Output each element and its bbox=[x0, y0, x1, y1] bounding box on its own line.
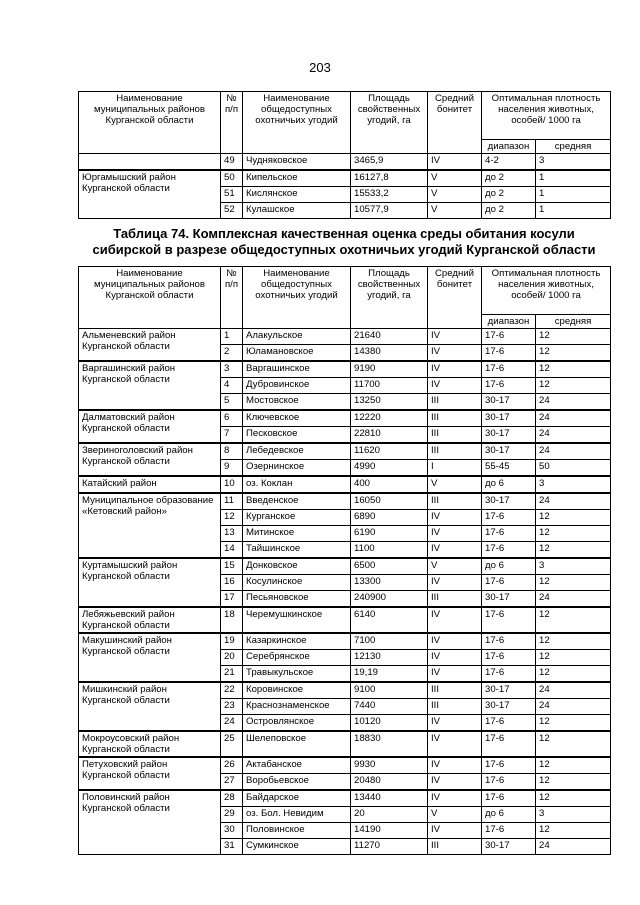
ground-name-cell: Чудняковское bbox=[243, 154, 351, 171]
avg-cell: 24 bbox=[536, 839, 611, 855]
range-cell: 30-17 bbox=[482, 682, 536, 699]
bonitet-cell: IV bbox=[428, 823, 482, 839]
avg-cell: 24 bbox=[536, 394, 611, 411]
avg-cell: 12 bbox=[536, 575, 611, 591]
area-cell: 9100 bbox=[351, 682, 428, 699]
header-district: Наименование муниципальных районов Курганской области bbox=[79, 92, 221, 154]
area-cell: 4990 bbox=[351, 460, 428, 477]
table-row bbox=[79, 361, 611, 378]
district-cell: Макушинский район Курганской области bbox=[79, 633, 221, 682]
avg-cell: 12 bbox=[536, 526, 611, 542]
bonitet-cell: IV bbox=[428, 715, 482, 732]
area-cell: 13440 bbox=[351, 790, 428, 807]
range-cell: до 6 bbox=[482, 476, 536, 493]
ground-name-cell: Кипельское bbox=[243, 170, 351, 187]
area-cell: 9190 bbox=[351, 361, 428, 378]
area-cell: 11270 bbox=[351, 839, 428, 855]
district-cell: Катайский район bbox=[79, 476, 221, 493]
bonitet-cell: IV bbox=[428, 345, 482, 362]
ground-name-cell: Юламановское bbox=[243, 345, 351, 362]
ground-name-cell: Мостовское bbox=[243, 394, 351, 411]
area-cell: 18830 bbox=[351, 731, 428, 757]
ground-name-cell: Донковское bbox=[243, 558, 351, 575]
area-cell: 22810 bbox=[351, 427, 428, 444]
roe-deer-habitat-table bbox=[78, 266, 611, 855]
bonitet-cell: V bbox=[428, 476, 482, 493]
range-cell: 30-17 bbox=[482, 591, 536, 608]
area-cell: 15533,2 bbox=[351, 187, 428, 203]
ground-name-cell: Митинское bbox=[243, 526, 351, 542]
range-cell: 17-6 bbox=[482, 378, 536, 394]
area-cell: 20480 bbox=[351, 774, 428, 791]
table-row bbox=[79, 790, 611, 807]
district-cell: Мокроусовский район Курганской области bbox=[79, 731, 221, 757]
range-cell: 17-6 bbox=[482, 575, 536, 591]
area-cell: 16050 bbox=[351, 493, 428, 510]
area-cell: 6890 bbox=[351, 510, 428, 526]
avg-cell: 12 bbox=[536, 361, 611, 378]
district-cell: Альменевский район Курганской области bbox=[79, 329, 221, 362]
header-ground: Наименование общедоступных охотничьих угодий bbox=[243, 267, 351, 329]
district-cell: Юргамышский район Курганской области bbox=[79, 170, 221, 219]
ground-name-cell: Песьяновское bbox=[243, 591, 351, 608]
header-num: № п/п bbox=[221, 267, 243, 329]
range-cell: 17-6 bbox=[482, 731, 536, 757]
bonitet-cell: IV bbox=[428, 575, 482, 591]
area-cell: 19,19 bbox=[351, 666, 428, 683]
avg-cell: 3 bbox=[536, 154, 611, 171]
header-bonitet: Средний бонитет bbox=[428, 92, 482, 154]
num-cell: 50 bbox=[221, 170, 243, 187]
avg-cell: 24 bbox=[536, 682, 611, 699]
header-num: № п/п bbox=[221, 92, 243, 154]
num-cell: 25 bbox=[221, 731, 243, 757]
ground-name-cell: Островлянское bbox=[243, 715, 351, 732]
district-cell: Далматовский район Курганской области bbox=[79, 410, 221, 443]
bonitet-cell: III bbox=[428, 839, 482, 855]
table-row bbox=[79, 682, 611, 699]
range-cell: 17-6 bbox=[482, 329, 536, 345]
num-cell: 29 bbox=[221, 807, 243, 823]
area-cell: 12220 bbox=[351, 410, 428, 427]
range-cell: до 2 bbox=[482, 203, 536, 219]
ground-name-cell: Озернинское bbox=[243, 460, 351, 477]
num-cell: 27 bbox=[221, 774, 243, 791]
avg-cell: 12 bbox=[536, 510, 611, 526]
bonitet-cell: III bbox=[428, 427, 482, 444]
district-cell: Лебяжьевский район Курганской области bbox=[79, 607, 221, 633]
num-cell: 30 bbox=[221, 823, 243, 839]
num-cell: 1 bbox=[221, 329, 243, 345]
num-cell: 18 bbox=[221, 607, 243, 633]
num-cell: 15 bbox=[221, 558, 243, 575]
bonitet-cell: V bbox=[428, 203, 482, 219]
range-cell: 17-6 bbox=[482, 823, 536, 839]
range-cell: 17-6 bbox=[482, 361, 536, 378]
table-row bbox=[79, 757, 611, 774]
range-cell: 17-6 bbox=[482, 774, 536, 791]
bonitet-cell: III bbox=[428, 682, 482, 699]
num-cell: 52 bbox=[221, 203, 243, 219]
range-cell: 17-6 bbox=[482, 790, 536, 807]
num-cell: 4 bbox=[221, 378, 243, 394]
header-avg: средняя bbox=[536, 315, 611, 329]
bonitet-cell: IV bbox=[428, 666, 482, 683]
area-cell: 1100 bbox=[351, 542, 428, 559]
avg-cell: 50 bbox=[536, 460, 611, 477]
header-ground: Наименование общедоступных охотничьих угодий bbox=[243, 92, 351, 154]
avg-cell: 12 bbox=[536, 731, 611, 757]
district-cell: Варгашинский район Курганской области bbox=[79, 361, 221, 410]
bonitet-cell: V bbox=[428, 807, 482, 823]
header-area: Площадь свойственных угодий, га bbox=[351, 267, 428, 329]
avg-cell: 12 bbox=[536, 607, 611, 633]
page-number: 203 bbox=[309, 60, 331, 75]
range-cell: 17-6 bbox=[482, 666, 536, 683]
num-cell: 22 bbox=[221, 682, 243, 699]
table-row bbox=[79, 170, 611, 187]
area-cell: 13250 bbox=[351, 394, 428, 411]
ground-name-cell: Варгашинское bbox=[243, 361, 351, 378]
avg-cell: 12 bbox=[536, 790, 611, 807]
avg-cell: 24 bbox=[536, 591, 611, 608]
num-cell: 31 bbox=[221, 839, 243, 855]
num-cell: 23 bbox=[221, 699, 243, 715]
bonitet-cell: IV bbox=[428, 731, 482, 757]
avg-cell: 24 bbox=[536, 493, 611, 510]
num-cell: 49 bbox=[221, 154, 243, 171]
avg-cell: 12 bbox=[536, 757, 611, 774]
range-cell: 17-6 bbox=[482, 650, 536, 666]
bonitet-cell: V bbox=[428, 558, 482, 575]
header-bonitet: Средний бонитет bbox=[428, 267, 482, 329]
ground-name-cell: Тайшинское bbox=[243, 542, 351, 559]
avg-cell: 24 bbox=[536, 427, 611, 444]
table-row bbox=[79, 476, 611, 493]
avg-cell: 1 bbox=[536, 203, 611, 219]
ground-name-cell: Лебедевское bbox=[243, 443, 351, 460]
ground-name-cell: Курганское bbox=[243, 510, 351, 526]
range-cell: 17-6 bbox=[482, 542, 536, 559]
avg-cell: 12 bbox=[536, 823, 611, 839]
area-cell: 6140 bbox=[351, 607, 428, 633]
ground-name-cell: Актабанское bbox=[243, 757, 351, 774]
table-caption: Таблица 74. Комплексная качественная оценка среды обитания косули сибирской в разрезе общедоступных охотничьих угодий Курганской области bbox=[92, 226, 596, 257]
bonitet-cell: V bbox=[428, 170, 482, 187]
table-row bbox=[79, 443, 611, 460]
ground-name-cell: Кулашское bbox=[243, 203, 351, 219]
area-cell: 13300 bbox=[351, 575, 428, 591]
range-cell: 17-6 bbox=[482, 633, 536, 650]
bonitet-cell: III bbox=[428, 591, 482, 608]
range-cell: 17-6 bbox=[482, 526, 536, 542]
area-cell: 11700 bbox=[351, 378, 428, 394]
bonitet-cell: III bbox=[428, 410, 482, 427]
header-avg: средняя bbox=[536, 140, 611, 154]
ground-name-cell: Кислянское bbox=[243, 187, 351, 203]
ground-name-cell: Коровинское bbox=[243, 682, 351, 699]
ground-name-cell: Черемушкинское bbox=[243, 607, 351, 633]
range-cell: 17-6 bbox=[482, 607, 536, 633]
avg-cell: 12 bbox=[536, 329, 611, 345]
num-cell: 28 bbox=[221, 790, 243, 807]
area-cell: 3465,9 bbox=[351, 154, 428, 171]
area-cell: 14380 bbox=[351, 345, 428, 362]
num-cell: 2 bbox=[221, 345, 243, 362]
area-cell: 6190 bbox=[351, 526, 428, 542]
bonitet-cell: IV bbox=[428, 542, 482, 559]
area-cell: 21640 bbox=[351, 329, 428, 345]
avg-cell: 3 bbox=[536, 807, 611, 823]
num-cell: 6 bbox=[221, 410, 243, 427]
district-cell: Куртамышский район Курганской области bbox=[79, 558, 221, 607]
bonitet-cell: III bbox=[428, 394, 482, 411]
district-cell bbox=[79, 154, 221, 171]
num-cell: 8 bbox=[221, 443, 243, 460]
ground-name-cell: Воробьевское bbox=[243, 774, 351, 791]
avg-cell: 12 bbox=[536, 542, 611, 559]
district-cell: Половинский район Курганской области bbox=[79, 790, 221, 855]
bonitet-cell: IV bbox=[428, 633, 482, 650]
range-cell: 17-6 bbox=[482, 345, 536, 362]
avg-cell: 12 bbox=[536, 650, 611, 666]
bonitet-cell: III bbox=[428, 443, 482, 460]
range-cell: 17-6 bbox=[482, 715, 536, 732]
num-cell: 11 bbox=[221, 493, 243, 510]
table-row bbox=[79, 154, 611, 171]
bonitet-cell: IV bbox=[428, 154, 482, 171]
range-cell: до 2 bbox=[482, 170, 536, 187]
district-cell: Петуховский район Курганской области bbox=[79, 757, 221, 790]
header-district: Наименование муниципальных районов Курганской области bbox=[79, 267, 221, 329]
ground-name-cell: Казаркинское bbox=[243, 633, 351, 650]
bonitet-cell: IV bbox=[428, 757, 482, 774]
avg-cell: 12 bbox=[536, 345, 611, 362]
district-cell: Мишкинский район Курганской области bbox=[79, 682, 221, 731]
ground-name-cell: Травыкульское bbox=[243, 666, 351, 683]
avg-cell: 12 bbox=[536, 774, 611, 791]
num-cell: 20 bbox=[221, 650, 243, 666]
bonitet-cell: I bbox=[428, 460, 482, 477]
area-cell: 240900 bbox=[351, 591, 428, 608]
num-cell: 26 bbox=[221, 757, 243, 774]
range-cell: 17-6 bbox=[482, 757, 536, 774]
num-cell: 14 bbox=[221, 542, 243, 559]
num-cell: 12 bbox=[221, 510, 243, 526]
table-row bbox=[79, 329, 611, 345]
num-cell: 5 bbox=[221, 394, 243, 411]
range-cell: 30-17 bbox=[482, 410, 536, 427]
num-cell: 17 bbox=[221, 591, 243, 608]
avg-cell: 12 bbox=[536, 715, 611, 732]
ground-name-cell: Сумкинское bbox=[243, 839, 351, 855]
ground-name-cell: Шелеповское bbox=[243, 731, 351, 757]
num-cell: 7 bbox=[221, 427, 243, 444]
num-cell: 3 bbox=[221, 361, 243, 378]
num-cell: 21 bbox=[221, 666, 243, 683]
bonitet-cell: IV bbox=[428, 650, 482, 666]
num-cell: 51 bbox=[221, 187, 243, 203]
avg-cell: 24 bbox=[536, 699, 611, 715]
num-cell: 9 bbox=[221, 460, 243, 477]
range-cell: 55-45 bbox=[482, 460, 536, 477]
num-cell: 13 bbox=[221, 526, 243, 542]
table-row bbox=[79, 410, 611, 427]
bonitet-cell: IV bbox=[428, 361, 482, 378]
avg-cell: 1 bbox=[536, 170, 611, 187]
num-cell: 10 bbox=[221, 476, 243, 493]
avg-cell: 12 bbox=[536, 666, 611, 683]
table-row bbox=[79, 607, 611, 633]
area-cell: 7440 bbox=[351, 699, 428, 715]
range-cell: 30-17 bbox=[482, 427, 536, 444]
avg-cell: 3 bbox=[536, 476, 611, 493]
range-cell: до 2 bbox=[482, 187, 536, 203]
area-cell: 20 bbox=[351, 807, 428, 823]
ground-name-cell: Косулинское bbox=[243, 575, 351, 591]
avg-cell: 24 bbox=[536, 443, 611, 460]
header-range: диапазон bbox=[482, 315, 536, 329]
num-cell: 24 bbox=[221, 715, 243, 732]
area-cell: 6500 bbox=[351, 558, 428, 575]
ground-name-cell: Введенское bbox=[243, 493, 351, 510]
table-row bbox=[79, 493, 611, 510]
ground-name-cell: Ключевское bbox=[243, 410, 351, 427]
ground-name-cell: Краснознаменское bbox=[243, 699, 351, 715]
header-density: Оптимальная плотность населения животных, особей/ 1000 га bbox=[482, 92, 611, 140]
num-cell: 16 bbox=[221, 575, 243, 591]
area-cell: 14190 bbox=[351, 823, 428, 839]
bonitet-cell: IV bbox=[428, 607, 482, 633]
ground-name-cell: Байдарское bbox=[243, 790, 351, 807]
bonitet-cell: IV bbox=[428, 329, 482, 345]
area-cell: 16127,8 bbox=[351, 170, 428, 187]
area-cell: 400 bbox=[351, 476, 428, 493]
header-range: диапазон bbox=[482, 140, 536, 154]
table-row bbox=[79, 558, 611, 575]
ground-name-cell: Алакульское bbox=[243, 329, 351, 345]
avg-cell: 3 bbox=[536, 558, 611, 575]
area-cell: 11620 bbox=[351, 443, 428, 460]
range-cell: до 6 bbox=[482, 558, 536, 575]
bonitet-cell: IV bbox=[428, 526, 482, 542]
district-cell: Муниципальное образование «Кетовский район» bbox=[79, 493, 221, 558]
bonitet-cell: IV bbox=[428, 378, 482, 394]
avg-cell: 1 bbox=[536, 187, 611, 203]
ground-name-cell: оз. Бол. Невидим bbox=[243, 807, 351, 823]
header-area: Площадь свойственных угодий, га bbox=[351, 92, 428, 154]
ground-name-cell: оз. Коклан bbox=[243, 476, 351, 493]
area-cell: 7100 bbox=[351, 633, 428, 650]
range-cell: 30-17 bbox=[482, 394, 536, 411]
area-cell: 10120 bbox=[351, 715, 428, 732]
area-cell: 12130 bbox=[351, 650, 428, 666]
range-cell: 30-17 bbox=[482, 839, 536, 855]
avg-cell: 12 bbox=[536, 378, 611, 394]
avg-cell: 24 bbox=[536, 410, 611, 427]
range-cell: 30-17 bbox=[482, 493, 536, 510]
bonitet-cell: III bbox=[428, 493, 482, 510]
table-continuation bbox=[78, 91, 611, 219]
bonitet-cell: IV bbox=[428, 774, 482, 791]
range-cell: 4-2 bbox=[482, 154, 536, 171]
range-cell: 30-17 bbox=[482, 699, 536, 715]
range-cell: 17-6 bbox=[482, 510, 536, 526]
ground-name-cell: Песковское bbox=[243, 427, 351, 444]
range-cell: 30-17 bbox=[482, 443, 536, 460]
bonitet-cell: IV bbox=[428, 510, 482, 526]
bonitet-cell: III bbox=[428, 699, 482, 715]
range-cell: до 6 bbox=[482, 807, 536, 823]
ground-name-cell: Дубровинское bbox=[243, 378, 351, 394]
num-cell: 19 bbox=[221, 633, 243, 650]
area-cell: 9930 bbox=[351, 757, 428, 774]
table-row bbox=[79, 633, 611, 650]
ground-name-cell: Серебрянское bbox=[243, 650, 351, 666]
district-cell: Звериноголовский район Курганской области bbox=[79, 443, 221, 476]
header-density: Оптимальная плотность населения животных, особей/ 1000 га bbox=[482, 267, 611, 315]
avg-cell: 12 bbox=[536, 633, 611, 650]
area-cell: 10577,9 bbox=[351, 203, 428, 219]
bonitet-cell: IV bbox=[428, 790, 482, 807]
table-row bbox=[79, 731, 611, 757]
bonitet-cell: V bbox=[428, 187, 482, 203]
ground-name-cell: Половинское bbox=[243, 823, 351, 839]
